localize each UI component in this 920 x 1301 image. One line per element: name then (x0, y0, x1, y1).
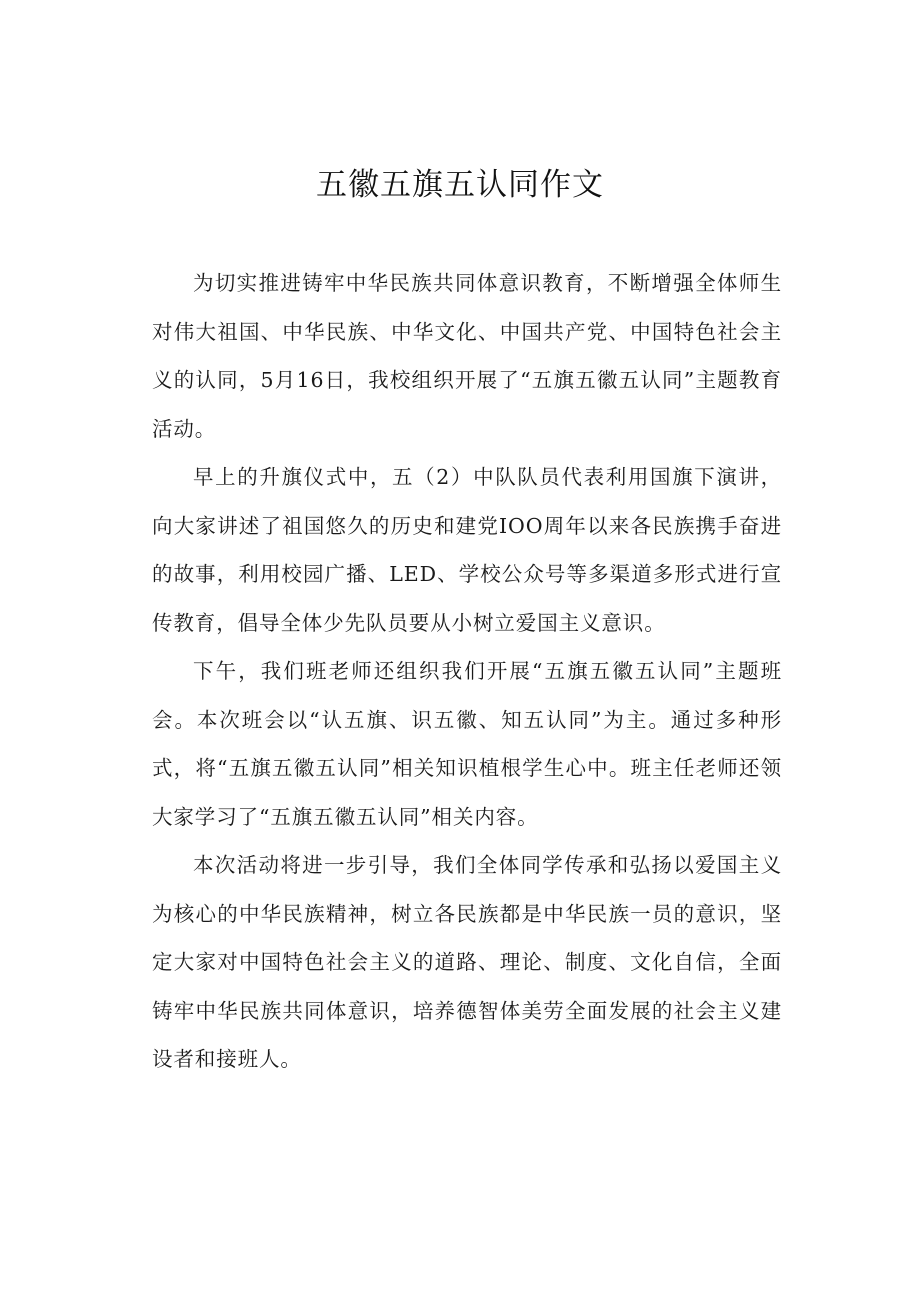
paragraph-intro: 为切实推进铸牢中华民族共同体意识教育，不断增强全体师生对伟大祖国、中华民族、中华文化、中国共产党、中国特色社会主义的认同，5月16日，我校组织开展了“五旗五徽五认同”主题教育活动。 (152, 271, 782, 441)
paragraph-morning: 早上的升旗仪式中，五（2）中队队员代表利用国旗下演讲，向大家讲述了祖国悠久的历史和建党IOO周年以来各民族携手奋进的故事，利用校园广播、LED、学校公众号等多渠道多形式进行宣传教育，倡导全体少先队员要从小树立爱国主义意识。 (152, 465, 782, 635)
document-body (152, 259, 782, 1084)
paragraph-afternoon: 下午，我们班老师还组织我们开展“五旗五徽五认同”主题班会。本次班会以“认五旗、识五徽、知五认同”为主。通过多种形式，将“五旗五徽五认同”相关知识植根学生心中。班主任老师还领大家学习了“五旗五徽五认同”相关内容。 (152, 659, 782, 829)
document-title: 五徽五旗五认同作文 (316, 167, 604, 203)
paragraph-conclusion: 本次活动将进一步引导，我们全体同学传承和弘扬以爱国主义为核心的中华民族精神，树立各民族都是中华民族一员的意识，坚定大家对中国特色社会主义的道路、理论、制度、文化自信，全面铸牢中华民族共同体意识，培养德智体美劳全面发展的社会主义建设者和接班人。 (152, 853, 782, 1071)
